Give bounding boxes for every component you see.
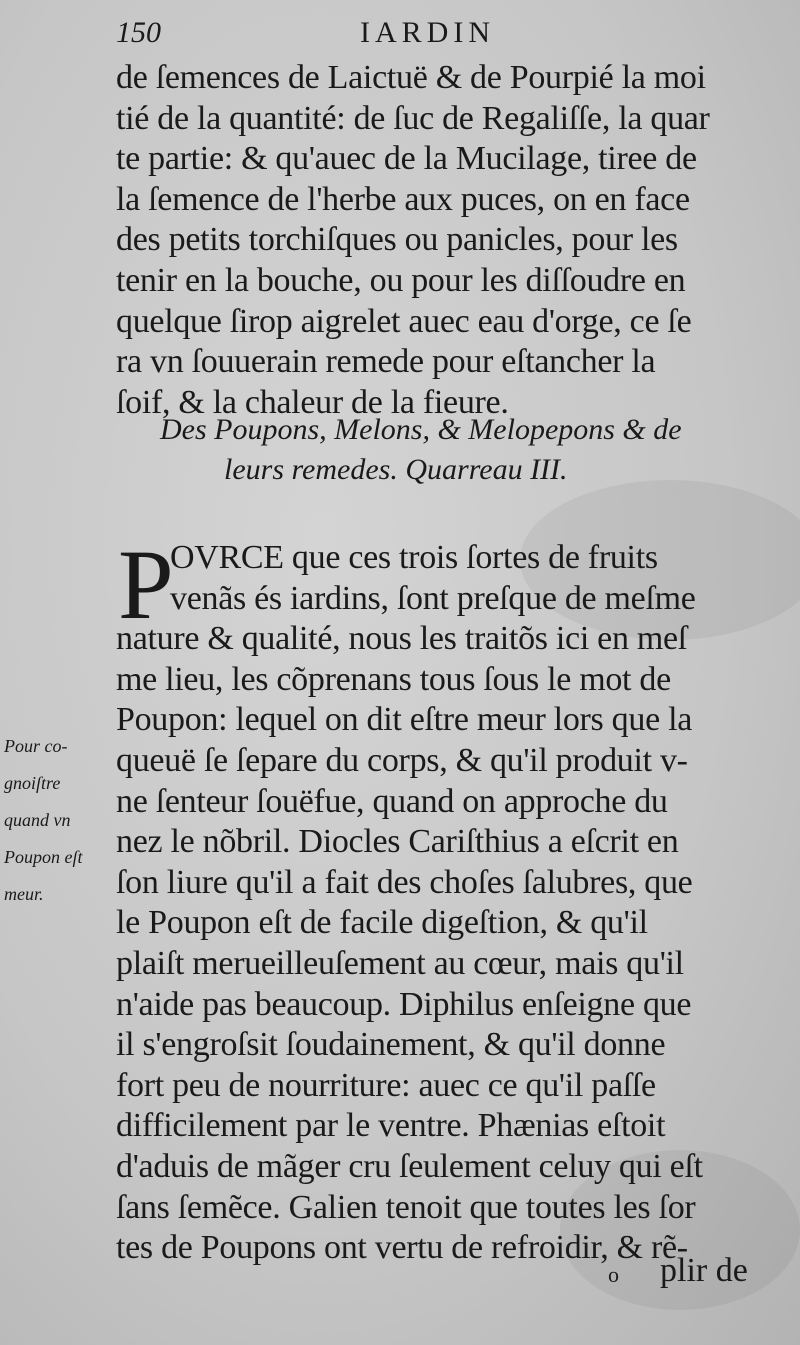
text-line: des petits torchiſques ou panicles, pour les [116, 221, 678, 259]
drop-cap: P [118, 529, 174, 640]
margin-note-line: gnoiſtre [4, 773, 61, 793]
running-head: IARDIN [360, 16, 495, 49]
top-paragraph [116, 58, 756, 423]
text-line: queuë ſe ſepare du corps, & qu'il produit v- [116, 741, 688, 779]
text-line: me lieu, les cõprenans tous ſous le mot de [116, 660, 671, 698]
text-line: te partie: & qu'auec de la Mucilage, tiree de [116, 140, 697, 178]
text-line: venãs és iardins, ſont preſque de meſme [170, 579, 696, 617]
text-line: ſoif, & la chaleur de la fieure. [116, 383, 509, 421]
text-line: de ſemences de Laictuë & de Pourpié la moi [116, 59, 706, 96]
margin-note-line: quand vn [4, 810, 71, 830]
margin-note-line: meur. [4, 884, 44, 904]
text-line: ra vn ſouuerain remede pour eſtancher la [116, 343, 656, 381]
text-line: n'aide pas beaucoup. Diphilus enſeigne que [116, 985, 692, 1023]
text-line: la ſemence de l'herbe aux puces, on en face [116, 180, 690, 218]
text-line: ſon liure qu'il a fait des choſes ſalubres, que [116, 863, 693, 901]
margin-note-line: Poupon eſt [4, 847, 83, 867]
signature-mark: o [608, 1262, 619, 1287]
text-line: difficilement par le ventre. Phænias eſtoit [116, 1107, 666, 1145]
text-line: fort peu de nourriture: auec ce qu'il paſſe [116, 1066, 656, 1104]
text-line: le Poupon eſt de facile digeſtion, & qu'il [116, 904, 648, 942]
text-line: d'aduis de mãger cru ſeulement celuy qui eſt [116, 1147, 703, 1185]
page-number: 150 [116, 16, 161, 49]
text-line: il s'engroſsit ſoudainement, & qu'il donne [116, 1026, 666, 1064]
text-line: quelque ſirop aigrelet auec eau d'orge, ce ſe [116, 302, 692, 340]
text-line: ſans ſemẽce. Galien tenoit que toutes les ſor [116, 1188, 696, 1226]
margin-note [4, 728, 114, 913]
text-line: tes de Poupons ont vertu de refroidir, & rẽ- [116, 1229, 688, 1267]
page-header [110, 14, 690, 54]
margin-note-line: Pour co- [4, 736, 68, 756]
catchword: plir de [660, 1252, 748, 1289]
text-line: ne ſenteur ſouëfue, quand on approche du [116, 782, 668, 820]
section-heading [116, 410, 756, 490]
text-line: nez le nõbril. Diocles Cariſthius a eſcrit en [116, 823, 679, 861]
heading-line: leurs remedes. Quarreau III. [224, 453, 568, 486]
text-line: plaiſt merueilleuſement au cœur, mais qu'il [116, 944, 684, 982]
text-line: Poupon: lequel on dit eſtre meur lors que la [116, 701, 693, 739]
text-line: tenir en la bouche, ou pour les diſſoudre en [116, 261, 686, 299]
text-line: tié de la quantité: de ſuc de Regaliſſe, la quar [116, 99, 710, 137]
text-line: nature & qualité, nous les traitõs ici en meſ [116, 620, 687, 658]
heading-line: Des Poupons, Melons, & Melopepons & de [160, 413, 682, 446]
text-line: OVRCE que ces trois ſortes de fruits [170, 539, 658, 576]
body-paragraph [116, 529, 756, 1269]
